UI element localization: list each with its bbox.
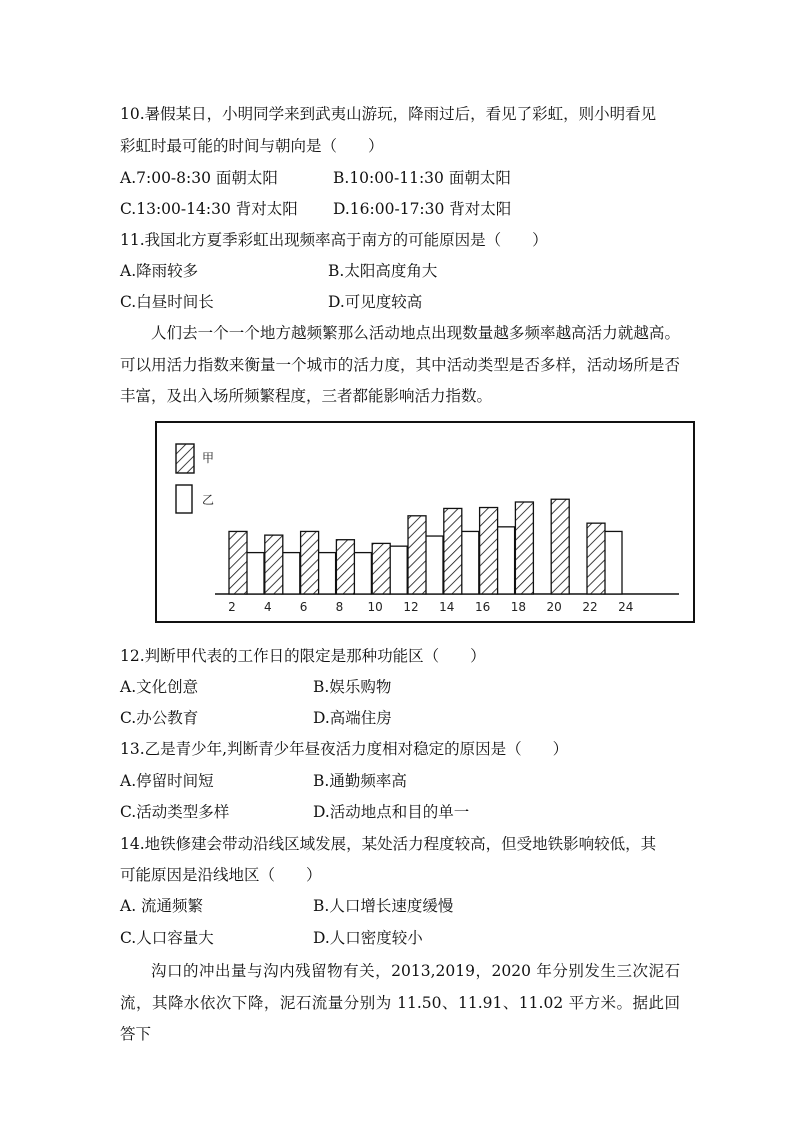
q10-option-b: B.10:00-11:30 面朝太阳 xyxy=(333,169,511,187)
bar-jia xyxy=(336,540,354,594)
x-tick-label: 24 xyxy=(618,600,634,614)
x-tick-label: 22 xyxy=(582,600,598,614)
q13-option-b: B.通勤频率高 xyxy=(313,772,407,790)
x-tick-label: 12 xyxy=(403,600,419,614)
bar-jia xyxy=(408,516,426,594)
bar-jia xyxy=(587,523,605,594)
q11-option-c: C.白昼时间长 xyxy=(120,293,214,311)
q12-stem: 12.判断甲代表的工作日的限定是那种功能区（ ） xyxy=(120,647,486,665)
legend-swatch-yi xyxy=(176,485,192,513)
bar-yi xyxy=(461,531,479,594)
q14-option-b: B.人口增长速度缓慢 xyxy=(313,897,454,915)
q14-option-a: A. 流通频繁 xyxy=(120,897,204,915)
legend-swatch-jia xyxy=(176,444,194,473)
q10-option-c: C.13:00-14:30 背对太阳 xyxy=(120,200,298,218)
bar-jia xyxy=(480,508,498,594)
x-tick-label: 8 xyxy=(335,600,344,614)
q13-option-d: D.活动地点和目的单一 xyxy=(313,803,470,821)
bar-yi xyxy=(318,553,336,594)
x-tick-labels xyxy=(228,600,633,614)
bar-yi xyxy=(389,546,407,594)
q12-option-a: A.文化创意 xyxy=(120,678,199,696)
q12-option-d: D.高端住房 xyxy=(313,709,392,727)
x-tick-label: 16 xyxy=(474,600,491,614)
q11-option-d: D.可见度较高 xyxy=(328,293,423,311)
q10-option-a: A.7:00-8:30 面朝太阳 xyxy=(120,169,278,187)
q11-option-b: B.太阳高度角大 xyxy=(328,262,438,280)
q13-stem: 13.乙是青少年,判断青少年昼夜活力度相对稳定的原因是（ ） xyxy=(120,740,569,758)
bar-jia xyxy=(372,543,390,594)
x-tick-label: 4 xyxy=(263,600,272,614)
bar-yi xyxy=(604,531,622,594)
q12-option-b: B.娱乐购物 xyxy=(313,678,392,696)
passage-vitality: 人们去一个一个地方越频繁那么活动地点出现数量越多频率越高活力就越高。可以用活力指数来衡量一个城市的活力度，其中活动类型是否多样，活动场所是否丰富，及出入场所频繁程度，三者都能影响活力指数。 xyxy=(120,324,680,405)
bar-jia xyxy=(551,499,569,594)
q10-option-d: D.16:00-17:30 背对太阳 xyxy=(333,200,512,218)
bar-jia xyxy=(229,531,247,594)
bar-jia xyxy=(265,535,283,594)
chart-frame xyxy=(155,421,695,623)
chart-bars xyxy=(229,499,622,594)
q12-option-c: C.办公教育 xyxy=(120,709,199,727)
q10-stem-line2: 彩虹时最可能的时间与朝向是（ ） xyxy=(120,137,384,155)
x-tick-label: 18 xyxy=(510,600,527,614)
q14-option-c: C.人口容量大 xyxy=(120,929,214,947)
q14-stem-line1: 14.地铁修建会带动沿线区域发展，某处活力程度较高，但受地铁影响较低，其 xyxy=(120,835,657,853)
bar-yi xyxy=(425,536,443,594)
x-tick-label: 20 xyxy=(546,600,562,614)
bar-yi xyxy=(353,553,371,594)
bar-jia xyxy=(444,508,462,594)
x-tick-label: 6 xyxy=(299,600,308,614)
chart-legend xyxy=(176,444,214,513)
x-tick-label: 10 xyxy=(367,600,383,614)
q14-stem-line2: 可能原因是沿线地区（ ） xyxy=(120,866,322,884)
bar-chart xyxy=(157,423,693,621)
passage-debris-flow: 沟口的冲出量与沟内残留物有关，2013,2019，2020 年分别发生三次泥石流，其降水依次下降，泥石流量分别为 11.50、11.91、11.02 平方米。据此回答下 xyxy=(120,962,680,1043)
q11-option-a: A.降雨较多 xyxy=(120,262,199,280)
q10-stem-line1: 10.暑假某日，小明同学来到武夷山游玩，降雨过后，看见了彩虹，则小明看见 xyxy=(120,105,657,123)
q13-option-c: C.活动类型多样 xyxy=(120,803,230,821)
q14-option-d: D.人口密度较小 xyxy=(313,929,423,947)
q11-stem: 11.我国北方夏季彩虹出现频率高于南方的可能原因是（ ） xyxy=(120,231,548,249)
bar-yi xyxy=(282,553,300,594)
bar-yi xyxy=(497,527,515,594)
bar-jia xyxy=(301,531,319,594)
q13-option-a: A.停留时间短 xyxy=(120,772,214,790)
legend-label-yi: 乙 xyxy=(202,493,215,507)
x-tick-label: 2 xyxy=(228,600,236,614)
x-tick-label: 14 xyxy=(439,600,455,614)
legend-label-jia: 甲 xyxy=(202,451,215,465)
bar-yi xyxy=(246,553,264,594)
bar-jia xyxy=(515,502,533,594)
